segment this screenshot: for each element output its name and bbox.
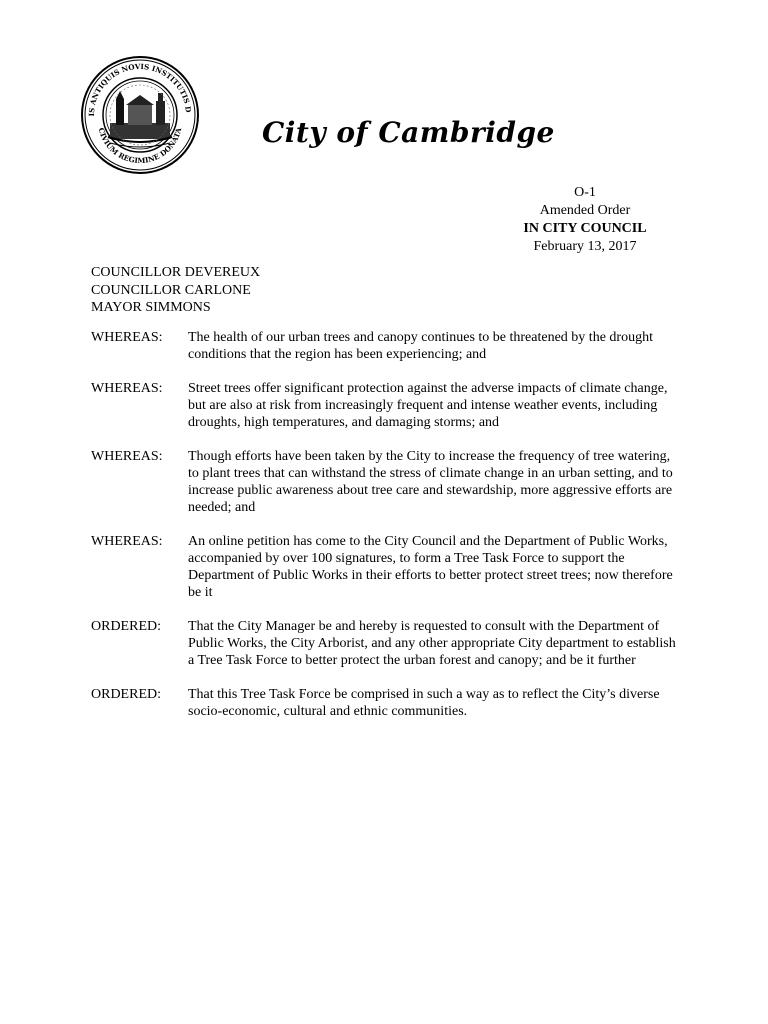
clause [91,533,681,601]
city-seal-icon [80,55,200,175]
clause-text: The health of our urban trees and canopy continues to be threatened by the drought conditions that the region has been experiencing; and [188,330,653,362]
clause [91,618,681,669]
clause [91,329,681,363]
clause-label: WHEREAS: [91,449,163,464]
clause-label: WHEREAS: [91,534,163,549]
clause-label: WHEREAS: [91,381,163,396]
clause-label: ORDERED: [91,619,161,634]
seal-top-text: IS ANTIQUIS NOVIS INSTITUTIS D [86,61,193,117]
order-date: February 13, 2017 [533,239,637,254]
sponsor: COUNCILLOR CARLONE [91,282,251,298]
city-title: City of Cambridge [262,116,555,149]
clause-label: WHEREAS: [91,330,163,345]
order-type: Amended Order [539,203,631,218]
clause-text: That this Tree Task Force be comprised in such a way as to reflect the City’s diverse socio-economic, cultural and ethnic communities. [188,687,660,719]
sponsor: COUNCILLOR DEVEREUX [91,265,261,280]
clause-label: ORDERED: [91,687,161,702]
sponsor-list [91,264,260,317]
clause-text: That the City Manager be and hereby is requested to consult with the Department of Public Works, the City Arborist, and any other appropriate City department to establish a Tree Task Force to better protect the urban forest and canopy; and be it further [188,619,676,668]
clause-list [91,329,681,737]
clause-text: Though efforts have been taken by the City to increase the frequency of tree watering, to plant trees that can withstand the stress of climate change in an urban setting, and to increase public awareness about tree care and stewardship, more aggressive efforts are needed; and [188,449,673,515]
clause [91,380,681,431]
order-meta [500,184,670,256]
clause [91,448,681,516]
sponsor: MAYOR SIMMONS [91,300,211,315]
clause-text: An online petition has come to the City Council and the Department of Public Works, accompanied by over 100 signatures, to form a Tree Task Force to support the Department of Public Works in their efforts to better protect street trees; now therefore be it [188,534,673,600]
seal-bottom-text: CIVIUM REGIMINE DONATA [96,126,184,166]
council-body: IN CITY COUNCIL [523,221,647,236]
clause [91,686,681,720]
clause-text: Street trees offer significant protection against the adverse impacts of climate change, but are also at risk from increasingly frequent and intense weather events, including droughts, high temperatures, and damaging storms; and [188,381,668,430]
order-number: O-1 [574,185,596,200]
